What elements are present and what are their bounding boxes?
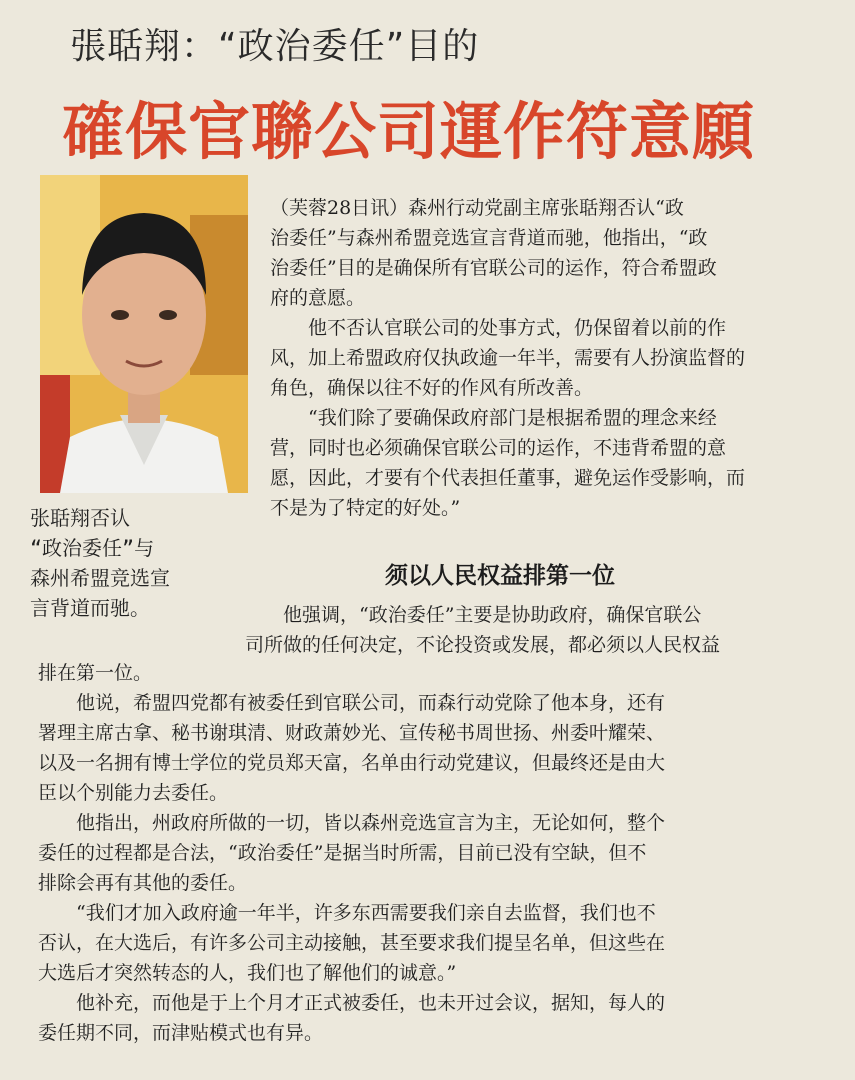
photo-caption (30, 503, 245, 623)
body-line: 角色，确保以往不好的作风有所改善。 (270, 377, 594, 399)
section-subhead: 须以人民权益排第一位 (385, 563, 615, 589)
body-line: 臣以个别能力去委任。 (38, 782, 229, 804)
body-line: 治委任”目的是确保所有官联公司的运作，符合希盟政 (270, 257, 717, 279)
article-paragraph (245, 600, 845, 660)
body-line: 愿，因此，才要有个代表担任董事，避免运作受影响，而 (270, 467, 746, 489)
body-line: 排在第一位。 (38, 662, 153, 684)
body-line: “我们才加入政府逾一年半，许多东西需要我们亲自去监督，我们也不 (38, 902, 656, 924)
body-line: 大选后才突然转态的人，我们也了解他们的诚意。” (38, 962, 457, 984)
body-line: “我们除了要确保政府部门是根据希盟的理念来经 (270, 407, 717, 429)
body-line: 风，加上希盟政府仅执政逾一年半，需要有人扮演监督的 (270, 347, 746, 369)
caption-line: 森州希盟竞选宣 (30, 566, 170, 590)
body-line: 署理主席古拿、秘书谢琪清、财政萧妙光、宣传秘书周世扬、州委叶耀荣、 (38, 722, 666, 744)
body-line: 排除会再有其他的委任。 (38, 872, 248, 894)
caption-line: 言背道而驰。 (30, 596, 150, 620)
body-line: 他强调，“政治委任”主要是协助政府，确保官联公 (245, 604, 702, 626)
portrait-photo (40, 175, 248, 493)
body-line: 他补充，而他是于上个月才正式被委任，也未开过会议，据知，每人的 (38, 992, 666, 1014)
kicker-title: 張聒翔：“政治委任”目的 (70, 26, 480, 67)
body-line: 否认，在大选后，有许多公司主动接触，甚至要求我们提呈名单，但这些在 (38, 932, 666, 954)
body-line: 委任的过程都是合法，“政治委任”是据当时所需，目前已没有空缺，但不 (38, 842, 647, 864)
body-line: 他指出，州政府所做的一切，皆以森州竞选宣言为主，无论如何，整个 (38, 812, 666, 834)
caption-line: 张聒翔否认 (30, 506, 130, 530)
portrait-illustration (40, 175, 248, 493)
body-line: 以及一名拥有博士学位的党员郑天富，名单由行动党建议，但最终还是由大 (38, 752, 666, 774)
body-line: 司所做的任何决定，不论投资或发展，都必须以人民权益 (245, 634, 721, 656)
headline: 確保官聯公司運作符意願 (62, 95, 756, 168)
body-line: 府的意愿。 (270, 287, 366, 309)
article-body-full-width (38, 658, 818, 1048)
caption-line: “政治委任”与 (30, 536, 155, 560)
body-line: 治委任”与森州希盟竞选宣言背道而驰，他指出，“政 (270, 227, 708, 249)
body-line: 委任期不同，而津贴模式也有异。 (38, 1022, 324, 1044)
body-line: 他不否认官联公司的处事方式，仍保留着以前的作 (270, 317, 727, 339)
body-line: （芙蓉28日讯）森州行动党副主席张聒翔否认“政 (270, 197, 684, 219)
body-line: 他说，希盟四党都有被委任到官联公司，而森行动党除了他本身，还有 (38, 692, 666, 714)
article-column (270, 193, 840, 523)
body-line: 营，同时也必须确保官联公司的运作，不违背希盟的意 (270, 437, 727, 459)
body-line: 不是为了特定的好处。” (270, 497, 461, 519)
